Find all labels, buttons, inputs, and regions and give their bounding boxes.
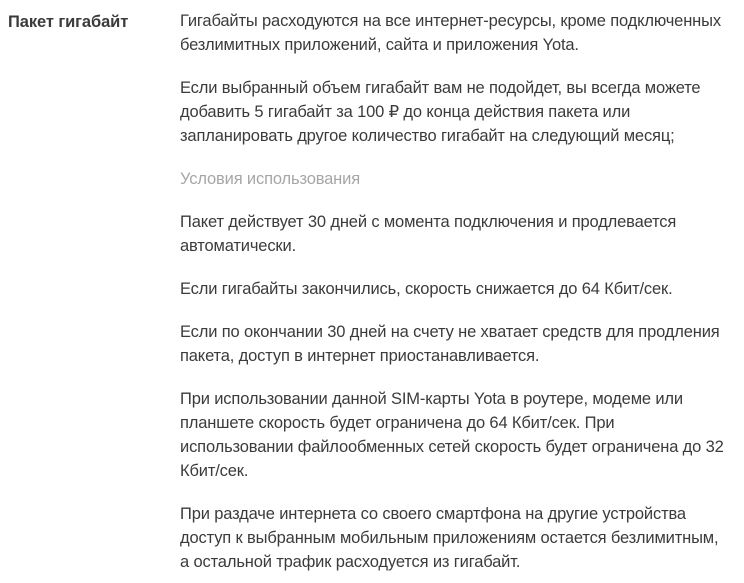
section-heading: Пакет гигабайт [8, 13, 129, 31]
paragraph-gigabytes-usage: Гигабайты расходуются на все интернет-ресурсы, кроме подключенных безлимитных приложений, сайта и приложения Yota. [180, 12, 721, 54]
paragraph-add-gigabytes: Если выбранный объем гигабайт вам не подойдет, вы всегда можете добавить 5 гигабайт за 100 ₽ до конца действия пакета или запланировать другое количество гигабайт на следующий месяц; [180, 79, 701, 145]
paragraph-package-duration: Пакет действует 30 дней с момента подключения и продлевается автоматически. [180, 213, 677, 255]
section-content-column [180, 9, 728, 583]
paragraph-speed-after-limit: Если гигабайты закончились, скорость снижается до 64 Кбит/сек. [180, 280, 673, 298]
section-label-column [8, 9, 180, 34]
paragraph-sim-in-router: При использовании данной SIM-карты Yota в роутере, модеме или планшете скорость будет ограничена до 64 Кбит/сек. При использовании файлообменных сетей скорость будет ограничена до 32 Кбит/сек. [180, 390, 724, 480]
paragraph-insufficient-funds: Если по окончании 30 дней на счету не хватает средств для продления пакета, доступ в интернет приостанавливается. [180, 323, 720, 365]
paragraph-tethering: При раздаче интернета со своего смартфона на другие устройства доступ к выбранным мобильным приложениям остается безлимитным, а остальной трафик расходуется из гигабайт. [180, 505, 719, 571]
terms-subheading: Условия использования [180, 170, 360, 188]
